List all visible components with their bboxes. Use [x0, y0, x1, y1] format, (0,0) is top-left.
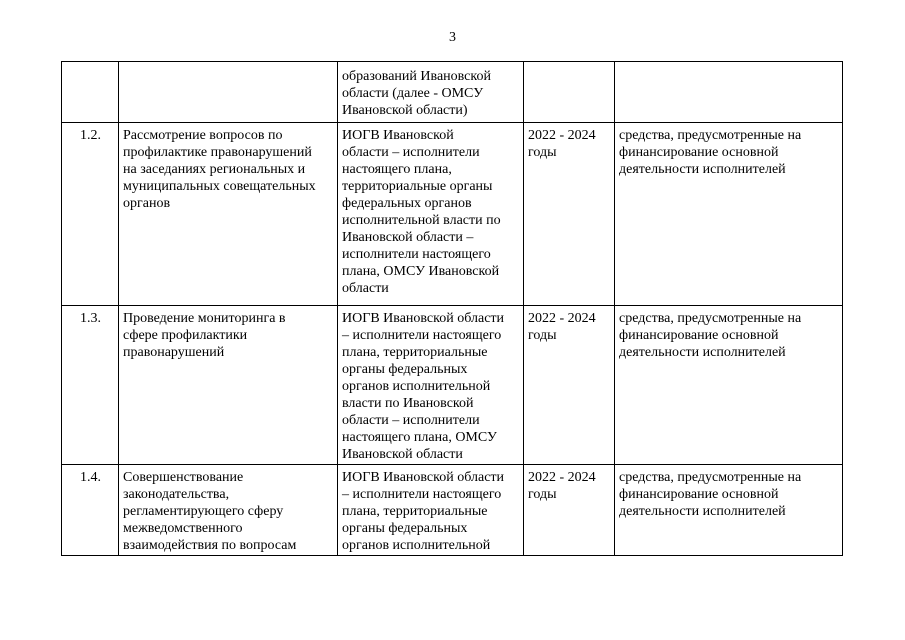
text-line: ИОГВ Ивановской: [342, 128, 454, 143]
text-line: образований Ивановской: [342, 69, 491, 84]
cell-funding: [615, 123, 843, 306]
text-line: Ивановской области: [342, 447, 463, 462]
text-line: органов исполнительной: [342, 538, 491, 553]
text-line: плана, ОМСУ Ивановской: [342, 264, 500, 279]
cell-term: [524, 123, 615, 306]
text-line: Проведение мониторинга в: [123, 311, 286, 326]
text-line: – исполнители настоящего: [342, 487, 502, 502]
text-line: средства, предусмотренные на: [619, 470, 802, 485]
text-line: деятельности исполнителей: [619, 345, 786, 360]
text-line: финансирование основной: [619, 328, 779, 343]
cell-term: [524, 306, 615, 465]
cell-responsible: [338, 62, 524, 123]
cell-term: [524, 62, 615, 123]
cell-funding: [615, 465, 843, 556]
cell-term: [524, 465, 615, 556]
text-line: плана, территориальные: [342, 345, 488, 360]
text-line: органы федеральных: [342, 362, 468, 377]
text-line: Совершенствование: [123, 470, 244, 485]
text-line: Ивановской области –: [342, 230, 474, 245]
text-line: ИОГВ Ивановской области: [342, 470, 505, 485]
text-line: органы федеральных: [342, 521, 468, 536]
text-line: области – исполнители: [342, 145, 480, 160]
text-line: Ивановской области): [342, 103, 468, 118]
text-line: профилактике правонарушений: [123, 145, 312, 160]
text-line: исполнители настоящего: [342, 247, 491, 262]
text-line: – исполнители настоящего: [342, 328, 502, 343]
text-line: плана, территориальные: [342, 504, 488, 519]
table-row: [62, 123, 843, 306]
text-line: 2022 - 2024: [528, 311, 596, 326]
cell-number: [62, 62, 119, 123]
text-line: регламентирующего сферу: [123, 504, 284, 519]
cell-event-name: [119, 306, 338, 465]
action-plan-table: [61, 61, 843, 556]
text-line: деятельности исполнителей: [619, 504, 786, 519]
table-row: [62, 306, 843, 465]
text-line: органов: [123, 196, 171, 211]
cell-responsible: [338, 306, 524, 465]
text-line: сфере профилактики: [123, 328, 248, 343]
text-line: органов исполнительной: [342, 379, 491, 394]
text-line: настоящего плана,: [342, 162, 452, 177]
cell-event-name: [119, 62, 338, 123]
text-line: настоящего плана, ОМСУ: [342, 430, 497, 445]
cell-funding: [615, 62, 843, 123]
text-line: области: [342, 281, 389, 296]
text-line: деятельности исполнителей: [619, 162, 786, 177]
text-line: взаимодействия по вопросам: [123, 538, 297, 553]
text-line: правонарушений: [123, 345, 225, 360]
cell-number: 1.3.: [62, 306, 119, 465]
cell-number: 1.2.: [62, 123, 119, 306]
text-line: исполнительной власти по: [342, 213, 501, 228]
text-line: области – исполнители: [342, 413, 480, 428]
text-line: средства, предусмотренные на: [619, 128, 802, 143]
text-line: финансирование основной: [619, 487, 779, 502]
cell-responsible: [338, 123, 524, 306]
page-number: 3: [449, 30, 456, 45]
text-line: годы: [528, 487, 557, 502]
text-line: финансирование основной: [619, 145, 779, 160]
text-line: законодательства,: [123, 487, 230, 502]
text-line: Рассмотрение вопросов по: [123, 128, 283, 143]
cell-number: 1.4.: [62, 465, 119, 556]
text-line: межведомственного: [123, 521, 243, 536]
text-line: территориальные органы: [342, 179, 493, 194]
text-line: средства, предусмотренные на: [619, 311, 802, 326]
text-line: федеральных органов: [342, 196, 472, 211]
cell-event-name: [119, 465, 338, 556]
text-line: области (далее - ОМСУ: [342, 86, 484, 101]
text-line: годы: [528, 328, 557, 343]
cell-responsible: [338, 465, 524, 556]
cell-event-name: [119, 123, 338, 306]
cell-funding: [615, 306, 843, 465]
table-row: [62, 465, 843, 556]
table-row-continuation: [62, 62, 843, 123]
text-line: власти по Ивановской: [342, 396, 474, 411]
text-line: 2022 - 2024: [528, 470, 596, 485]
text-line: муниципальных совещательных: [123, 179, 316, 194]
text-line: 2022 - 2024: [528, 128, 596, 143]
text-line: годы: [528, 145, 557, 160]
text-line: ИОГВ Ивановской области: [342, 311, 505, 326]
text-line: на заседаниях региональных и: [123, 162, 306, 177]
